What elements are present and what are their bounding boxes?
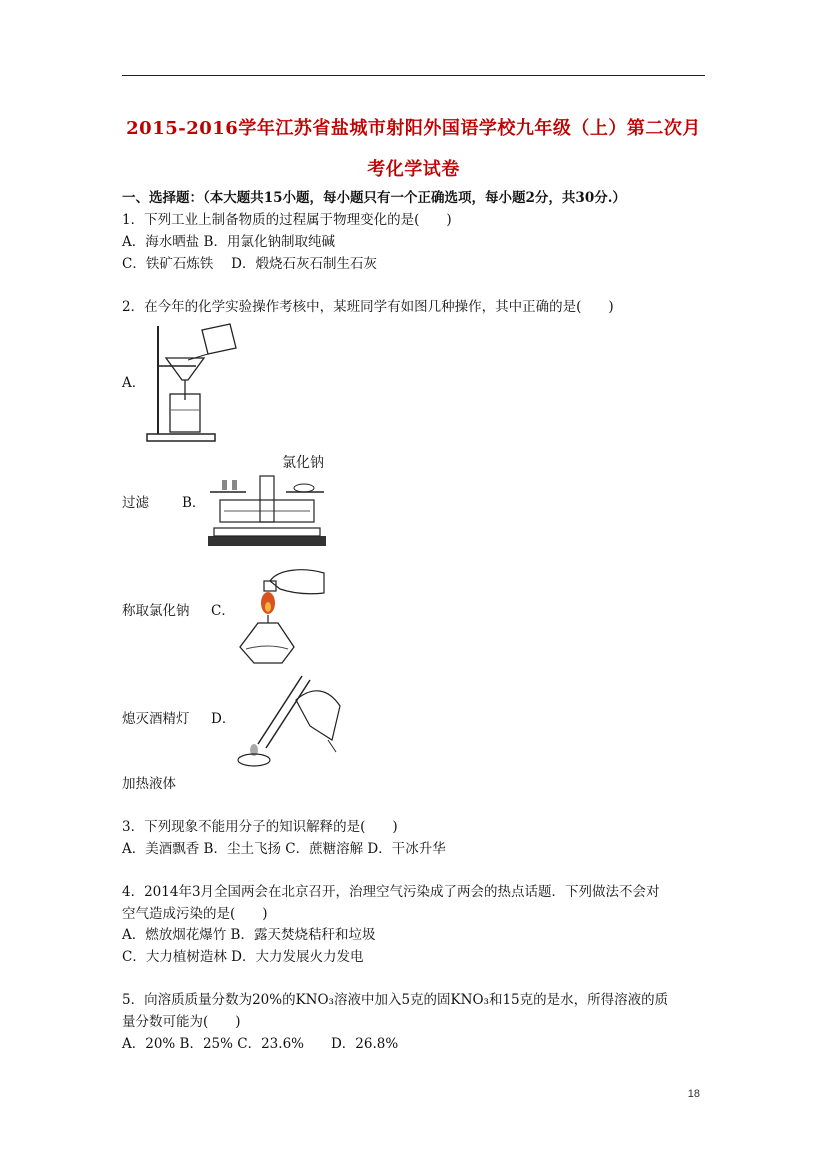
q2-option-a-letter: A．	[122, 375, 146, 391]
q4-options-ab: A．燃放烟花爆竹 B．露天焚烧秸秆和垃圾	[122, 927, 376, 943]
q2-option-a-caption: 过滤	[122, 495, 149, 511]
q4-options-cd: C．大力植树造林 D．大力发展火力发电	[122, 949, 364, 965]
filtration-apparatus-image	[144, 322, 246, 446]
q4-stem-line2: 空气造成污染的是( )	[122, 906, 268, 922]
q1-options-ab: A．海水晒盐 B．用氯化钠制取纯碱	[122, 234, 335, 250]
q1-options-cd: C．铁矿石炼铁 D．煅烧石灰石制生石灰	[122, 256, 377, 272]
header-rule	[122, 75, 705, 76]
q2-option-d-caption: 加热液体	[122, 776, 176, 792]
q3-stem: 3．下列现象不能用分子的知识解释的是( )	[122, 819, 398, 835]
q5-stem-line1: 5．向溶质质量分数为20%的KNO₃溶液中加入5克的固KNO₃和15克的是水，所得溶液的质	[122, 992, 669, 1008]
heating-liquid-image	[232, 670, 342, 770]
b-image-label: 氯化钠	[282, 455, 324, 471]
q3-options: A．美酒飘香 B．尘土飞扬 C．蔗糖溶解 D．干冰升华	[122, 841, 446, 857]
q2-option-c-letter: C．	[211, 603, 235, 619]
balance-scale-image	[206, 470, 328, 550]
q2-option-d-letter: D．	[211, 711, 236, 727]
q5-stem-line2: 量分数可能为( )	[122, 1014, 241, 1030]
alcohol-lamp-extinguish-image	[234, 563, 326, 669]
q1-stem: 1．下列工业上制备物质的过程属于物理变化的是( )	[122, 212, 452, 228]
q2-option-b-caption: 称取氯化钠	[122, 603, 190, 619]
q2-option-b-letter: B．	[182, 495, 206, 511]
exam-title-line2: 考化学试卷	[367, 159, 460, 180]
exam-title-line1: 2015-2016学年江苏省盐城市射阳外国语学校九年级（上）第二次月	[126, 118, 701, 139]
q5-options: A．20% B．25% C．23.6% D．26.8%	[122, 1036, 399, 1052]
q2-option-c-caption: 熄灭酒精灯	[122, 711, 190, 727]
page-number: 18	[687, 1088, 700, 1100]
section-heading: 一、选择题：（本大题共15小题，每小题只有一个正确选项，每小题2分，共30分.）	[122, 190, 626, 206]
q2-stem: 2．在今年的化学实验操作考核中，某班同学有如图几种操作，其中正确的是( )	[122, 299, 614, 315]
q4-stem-line1: 4．2014年3月全国两会在北京召开，治理空气污染成了两会的热点话题．下列做法不会对	[122, 884, 660, 900]
